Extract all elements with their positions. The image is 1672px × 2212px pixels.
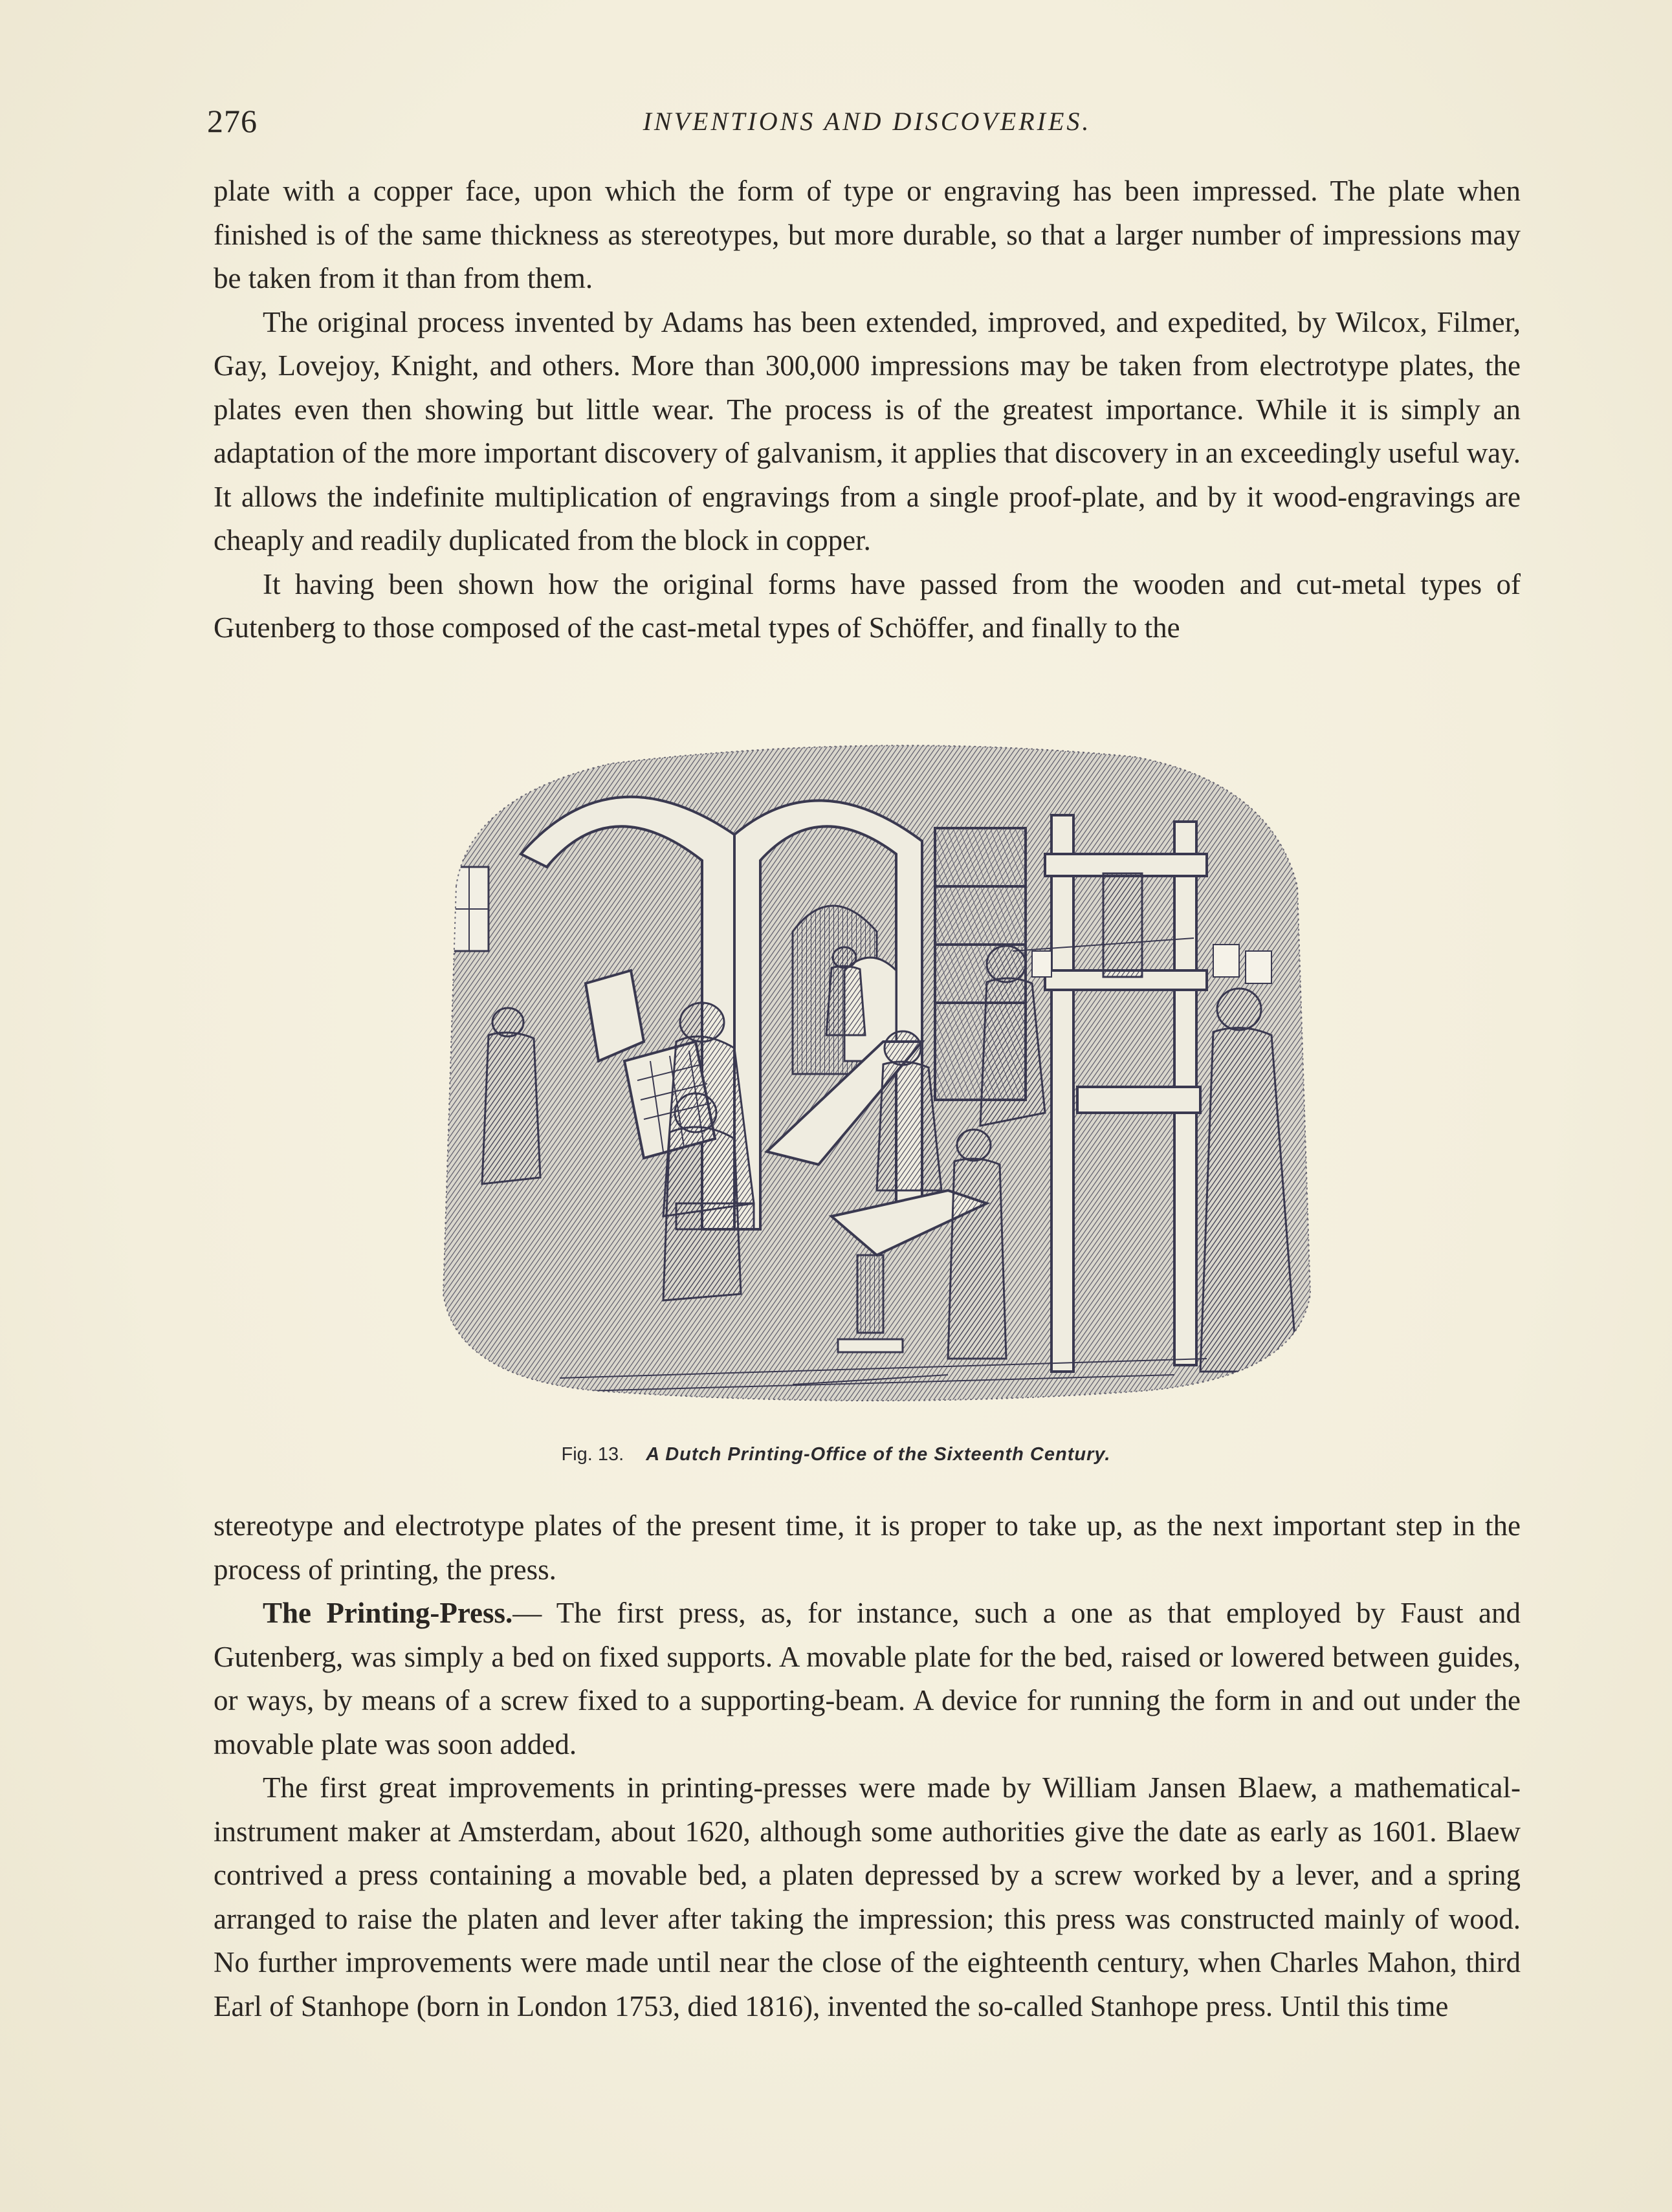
figure-title: A Dutch Printing-Office of the Sixteenth Century.: [646, 1444, 1111, 1465]
section-heading: The Printing-Press.: [263, 1597, 513, 1629]
printing-office-engraving: [430, 738, 1317, 1433]
section-paragraph: [214, 1592, 1521, 1766]
section-text: — The first press, as, for instance, such a one as that employed by Faust and Gutenberg, was simply a bed on fixed supports. A movable plate for the bed, raised or lowered between guides, or ways, by means of a screw fixed to a supporting-beam. A device for running the form in and out under the movable plate was soon added.: [214, 1597, 1521, 1760]
page-number: 276: [207, 103, 258, 139]
figure-label: Fig. 13.: [561, 1444, 624, 1465]
body-text-bottom: [214, 1504, 1521, 2028]
running-head: [207, 102, 1527, 148]
paragraph: The original process invented by Adams has been extended, improved, and expedited, by Wilcox, Filmer, Gay, Lovejoy, Knight, and others. More than 300,000 impressions may be taken from electrotype plates, the plates even then showing but little wear. The process is of the greatest importance. While it is simply an adaptation of the more important discovery of galvanism, it applies that discovery in an exceedingly useful way. It allows the indefinite multiplication of engravings from a single proof-plate, and by it wood-engravings are cheaply and readily duplicated from the block in copper.: [214, 305, 1521, 556]
running-title: INVENTIONS AND DISCOVERIES.: [643, 107, 1092, 136]
figure-caption: [0, 1444, 1672, 1465]
engraving-illustration: [430, 738, 1317, 1433]
paragraph: The first great improvements in printing-presses were made by William Jansen Blaew, a mathematical-instrument maker at Amsterdam, about 1620, although some authorities give the date as early as 1601. Blaew contrived a press containing a movable bed, a platen depressed by a screw worked by a lever, and a spring arranged to raise the platen and lever after taking the impression; this press was constructed mainly of wood. No further improvements were made until near the close of the eighteenth century, when Charles Mahon, third Earl of Stanhope (born in London 1753, died 1816), invented the so-called Stanhope press. Until this time: [214, 1771, 1521, 2022]
paragraph: It having been shown how the original forms have passed from the wooden and cut-metal types of Gutenberg to those composed of the cast-metal types of Schöffer, and finally to the: [214, 567, 1521, 644]
paragraph: plate with a copper face, upon which the form of type or engraving has been impressed. The plate when finished is of the same thickness as stereotypes, but more durable, so that a larger number of impressions may be taken from it than from them.: [214, 175, 1521, 294]
body-text-top: [214, 170, 1521, 650]
paragraph: stereotype and electrotype plates of the present time, it is proper to take up, as the next important step in the process of printing, the press.: [214, 1509, 1521, 1586]
